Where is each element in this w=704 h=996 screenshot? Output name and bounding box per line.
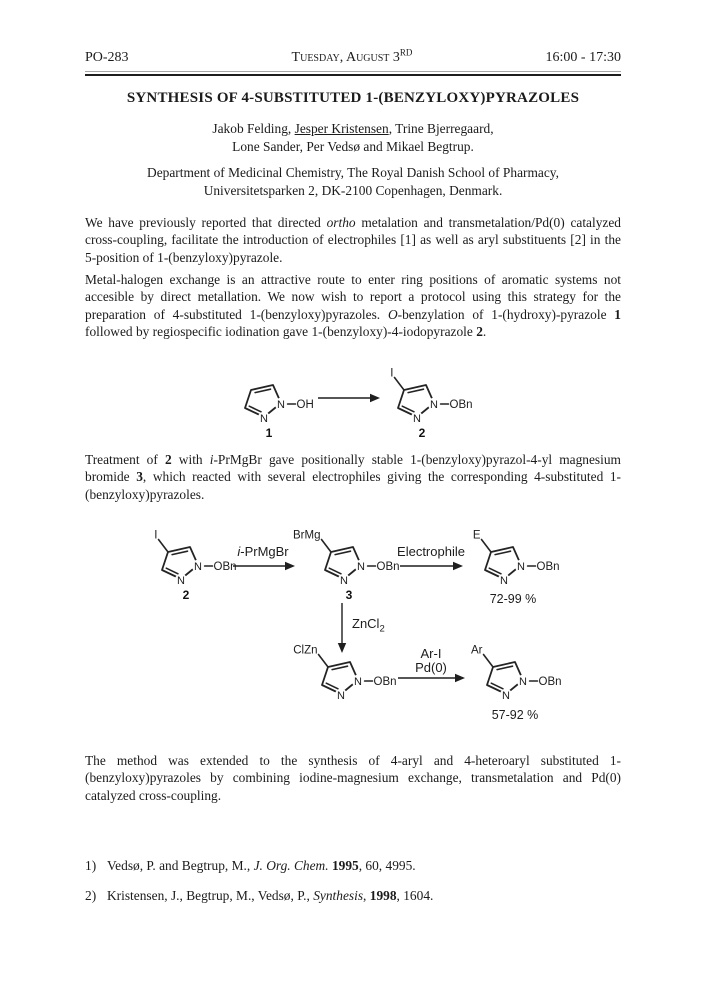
svg-text:2: 2 (182, 588, 190, 602)
svg-text:N: N (502, 690, 510, 703)
molecule-2-iodopyrazole (370, 366, 490, 446)
svg-text:N: N (260, 413, 268, 426)
reference-1 (85, 857, 621, 874)
yield-label-electrophile: 72-99 % (489, 592, 537, 606)
molecule-1-hydroxypyrazole (217, 366, 337, 446)
paragraph-1: We have previously reported that directed ortho metalation and transmetalation/Pd(0) catalyzed cross-coupling, facilitate the introduction of electrophiles [1] as well as aryl substituents [2] in the 5-position of 1-(benzyloxy)pyrazole. (85, 215, 621, 265)
arrow-label-electrophile: Electrophile (397, 544, 465, 559)
svg-text:OBn: OBn (538, 676, 562, 689)
svg-text:E: E (472, 529, 481, 542)
svg-text:N: N (357, 561, 365, 574)
svg-text:N: N (500, 575, 508, 588)
svg-text:N: N (177, 575, 185, 588)
header-rule-thin (85, 71, 621, 72)
svg-text:OBn: OBn (213, 561, 237, 574)
affiliation-line-2: Universitetsparken 2, DK-2100 Copenhagen, Denmark. (203, 182, 503, 198)
arrow-label-pd0: Pd(0) (415, 660, 447, 675)
authors-line-1: Jakob Felding, Jesper Kristensen, Trine Bjerregaard, (212, 121, 494, 136)
svg-text:N: N (277, 399, 285, 412)
reference-1-number: 1) (85, 858, 97, 873)
svg-text:3: 3 (345, 588, 353, 602)
header-rule-thick (85, 74, 621, 76)
svg-text:I: I (154, 529, 158, 542)
svg-text:2: 2 (418, 426, 426, 440)
reaction-arrow-pd0 (398, 672, 465, 684)
svg-text:1: 1 (265, 426, 273, 440)
reference-2 (85, 887, 621, 904)
references (85, 857, 621, 918)
paragraph-3: Treatment of 2 with i-PrMgBr gave positionally stable 1-(benzyloxy)pyrazol-4-yl magnesium bromide 3, which reacted with several electrophiles giving the corresponding 4-substituted 1-(benzyloxy)pyrazoles. (85, 452, 621, 502)
scheme-1 (85, 366, 621, 451)
svg-text:N: N (519, 676, 527, 689)
affiliation (85, 164, 621, 200)
svg-text:N: N (430, 399, 438, 412)
reaction-arrow-iprmgbr (233, 560, 295, 572)
arrow-label-ar-i: Ar-I (420, 646, 442, 661)
svg-text:Ar: Ar (471, 644, 483, 657)
header-session-code: PO-283 (85, 50, 129, 65)
paragraph-4: The method was extended to the synthesis of 4-aryl and 4-heteroaryl substituted 1-(benzyloxy)pyrazoles by combining iodine-magnesium exchange, transmetalation and Pd(0) catalyzed cross-coupling. (85, 753, 621, 803)
svg-text:N: N (337, 690, 345, 703)
svg-text:N: N (194, 561, 202, 574)
svg-text:BrMg: BrMg (293, 529, 321, 542)
svg-text:I: I (390, 367, 394, 380)
arrow-label-zncl2: ZnCl$_2$ (352, 616, 385, 635)
svg-text:OBn: OBn (449, 399, 473, 412)
header-date: Tuesday, August 3RD (291, 47, 413, 65)
svg-text:N: N (354, 676, 362, 689)
svg-text:OBn: OBn (373, 676, 397, 689)
paragraph-2: Metal-halogen exchange is an attractive route to enter ring positions of aromatic systems not accesible by direct metallation. We now wish to report a protocol using this strategy for the preparation of 4-substituted 1-(benzyloxy)pyrazoles. O-benzylation of 1-(hydroxy)-pyrazole 1 followed by regiospecific iodination gave 1-(benzyloxy)-4-iodopyrazole 2. (85, 272, 621, 340)
page-title: SYNTHESIS OF 4-SUBSTITUTED 1-(BENZYLOXY)PYRAZOLES (126, 90, 580, 106)
reaction-arrow-electrophile (400, 560, 463, 572)
authors (85, 120, 621, 156)
authors-line-2: Lone Sander, Per Vedsø and Mikael Begtrup. (232, 138, 474, 154)
molecule-3-grignard (293, 528, 417, 608)
svg-text:OH: OH (296, 399, 314, 412)
svg-text:OBn: OBn (376, 561, 400, 574)
affiliation-line-1: Department of Medicinal Chemistry, The Royal Danish School of Pharmacy, (147, 165, 559, 180)
svg-text:N: N (413, 413, 421, 426)
arrow-label-iprmgbr: i-PrMgBr (237, 544, 289, 559)
scheme-2 (85, 525, 621, 740)
svg-text:N: N (340, 575, 348, 588)
header-time: 16:00 - 17:30 (545, 50, 621, 65)
svg-text:OBn: OBn (536, 561, 560, 574)
yield-label-aryl: 57-92 % (491, 708, 539, 722)
svg-text:N: N (517, 561, 525, 574)
reference-2-number: 2) (85, 888, 97, 904)
svg-text:ClZn: ClZn (293, 644, 318, 657)
reference-2-text: Kristensen, J., Begtrup, M., Vedsø, P., Synthesis, 1998, 1604. (107, 888, 434, 904)
reference-1-text: Vedsø, P. and Begtrup, M., J. Org. Chem. 1995, 60, 4995. (107, 858, 416, 873)
